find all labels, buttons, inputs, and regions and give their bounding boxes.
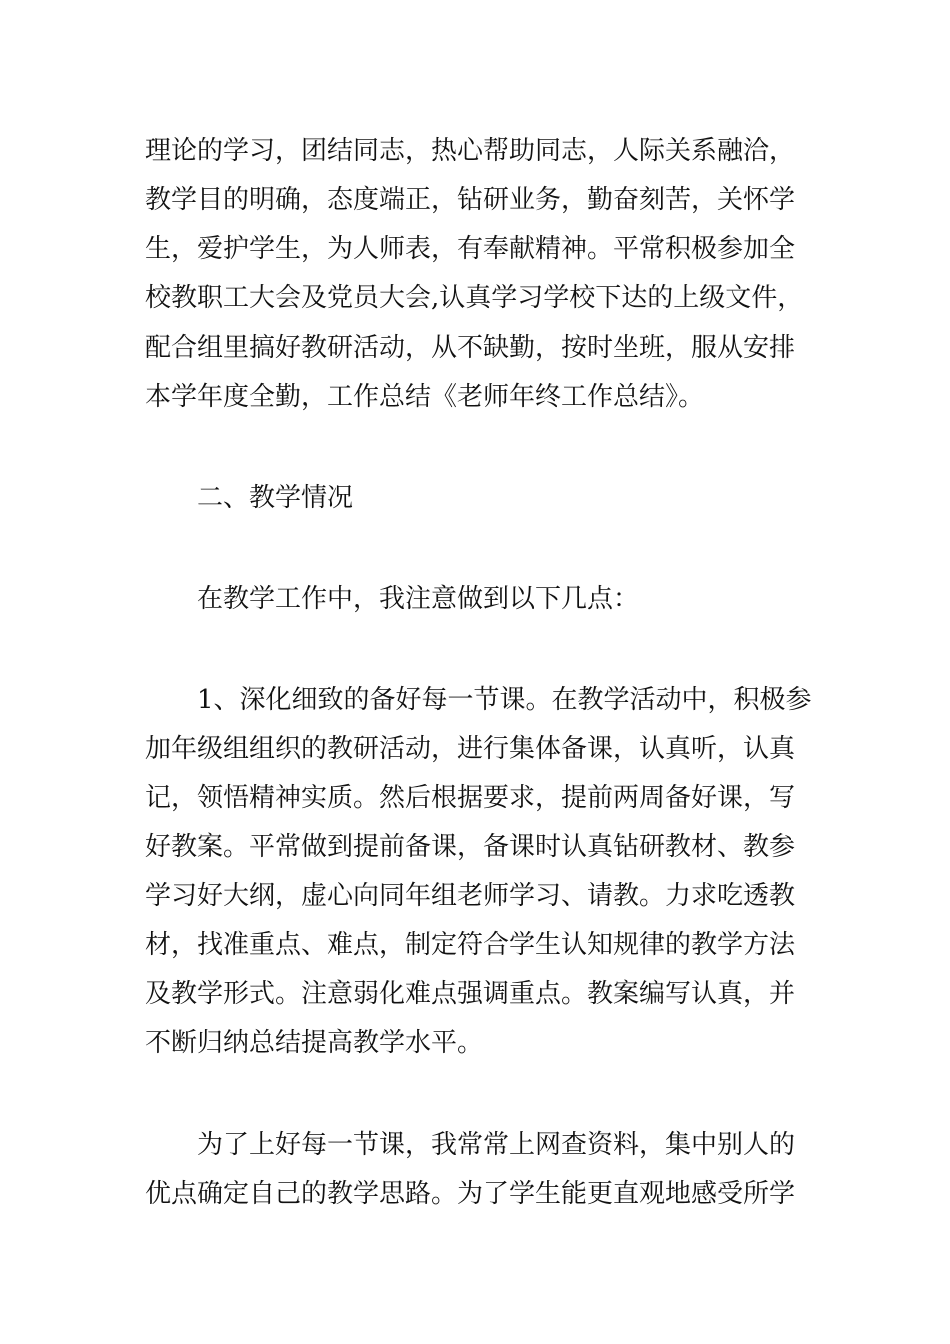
paragraph-1-line-6: 本学年度全勤，工作总结《老师年终工作总结》。 <box>145 382 705 412</box>
paragraph-1-line-1: 理论的学习，团结同志，热心帮助同志，人际关系融洽， <box>145 136 796 166</box>
paragraph-2-line-7: 及教学形式。注意弱化难点强调重点。教案编写认真，并 <box>145 979 796 1009</box>
paragraph-2-line-6: 材，找准重点、难点，制定符合学生认知规律的教学方法 <box>145 930 796 960</box>
paragraph-2-line-5: 学习好大纲，虚心向同年组老师学习、请教。力求吃透教 <box>145 881 796 911</box>
paragraph-2-line-3: 记，领悟精神实质。然后根据要求，提前两周备好课，写 <box>145 783 796 813</box>
paragraph-2-line-8: 不断归纳总结提高教学水平。 <box>145 1028 484 1058</box>
intro-line: 在教学工作中，我注意做到以下几点： <box>197 584 640 614</box>
paragraph-1-line-2: 教学目的明确，态度端正，钻研业务，勤奋刻苦，关怀学 <box>145 185 796 215</box>
paragraph-1-line-4: 校教职工大会及党员大会,认真学习学校下达的上级文件， <box>145 283 804 313</box>
paragraph-3-line-2: 优点确定自己的教学思路。为了学生能更直观地感受所学 <box>145 1179 796 1209</box>
paragraph-3-line-1: 为了上好每一节课，我常常上网查资料，集中别人的 <box>197 1130 796 1160</box>
paragraph-2-line-1: 1、深化细致的备好每一节课。在教学活动中，积极参 <box>197 685 812 715</box>
paragraph-2-line-2: 加年级组组织的教研活动，进行集体备课，认真听，认真 <box>145 734 796 764</box>
paragraph-1-line-3: 生，爱护学生，为人师表，有奉献精神。平常积极参加全 <box>145 234 796 264</box>
section-heading: 二、教学情况 <box>197 483 354 513</box>
paragraph-2-line-4: 好教案。平常做到提前备课，备课时认真钻研教材、教参 <box>145 832 796 862</box>
paragraph-1-line-5: 配合组里搞好教研活动，从不缺勤，按时坐班，服从安排 <box>145 333 796 363</box>
